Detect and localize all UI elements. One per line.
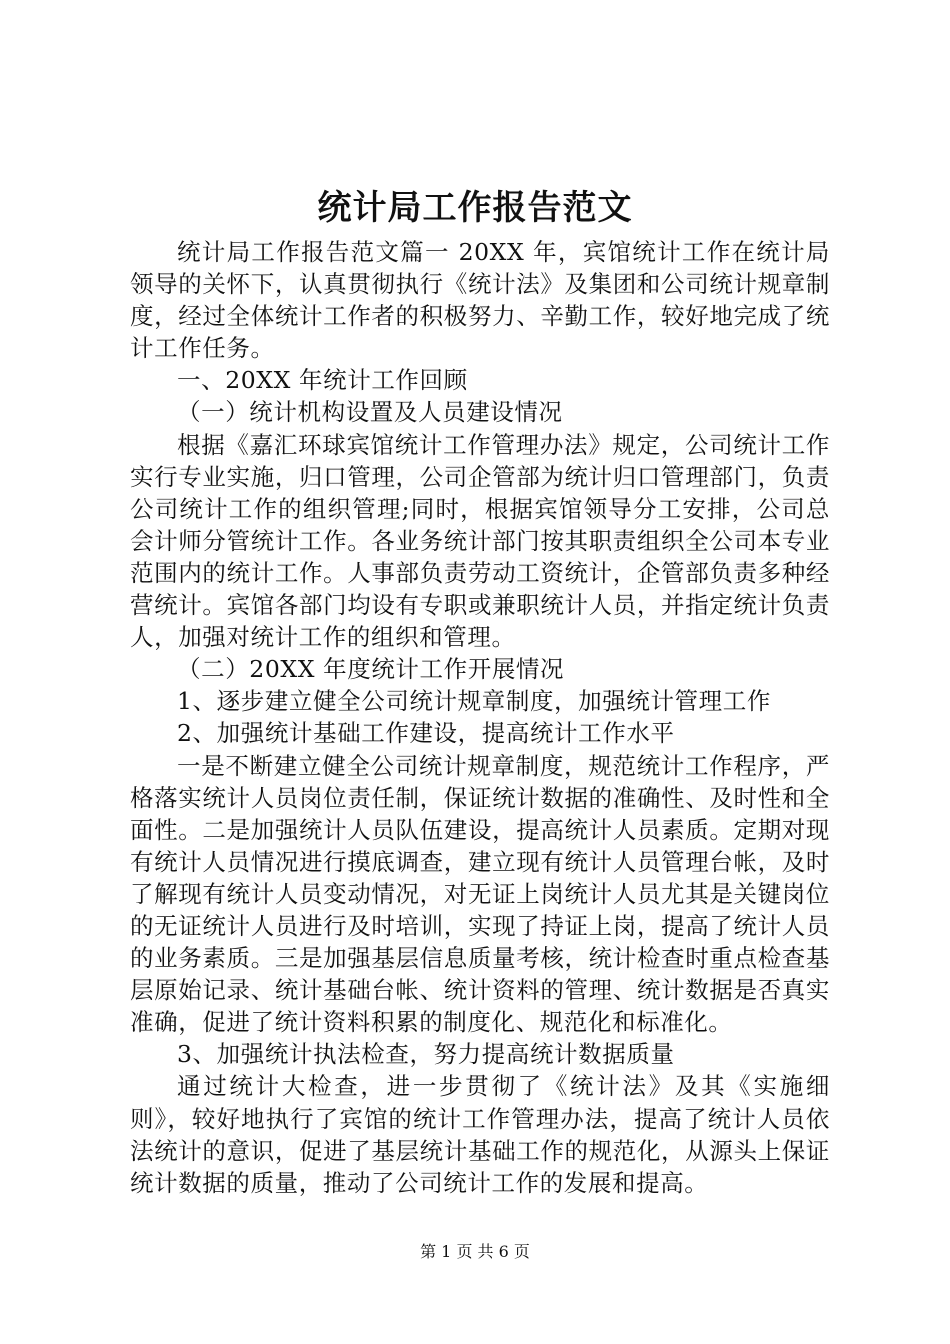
organization-paragraph: 根据《嘉汇环球宾馆统计工作管理办法》规定，公司统计工作实行专业实施，归口管理，公司企管部为统计归口管理部门，负责公司统计工作的组织管理;同时，根据宾馆领导分工安排，公司总会计师分管统计工作。各业务统计部门按其职责组织全公司本专业范围内的统计工作。人事部负责劳动工资统计，企管部负责多种经营统计。宾馆各部门均设有专职或兼职统计人员，并指定统计负责人，加强对统计工作的组织和管理。 (130, 430, 830, 652)
item-heading-3: 3、加强统计执法检查，努力提高统计数据质量 (177, 1040, 675, 1069)
page-number-footer: 第 1 页 共 6 页 (420, 1242, 530, 1261)
item-heading-1: 1、逐步建立健全公司统计规章制度，加强统计管理工作 (177, 687, 771, 716)
subsection-heading-organization: （一）统计机构设置及人员建设情况 (177, 398, 563, 427)
item-heading-2: 2、加强统计基础工作建设，提高统计工作水平 (177, 719, 675, 748)
intro-paragraph: 统计局工作报告范文篇一 20XX 年，宾馆统计工作在统计局领导的关怀下，认真贯彻执行《统计法》及集团和公司统计规章制度，经过全体统计工作者的积极努力、辛勤工作，较好地完成了统计工作任务。 (130, 238, 830, 363)
document-body (130, 236, 830, 1199)
foundation-paragraph: 一是不断建立健全公司统计规章制度，规范统计工作程序，严格落实统计人员岗位责任制，保证统计数据的准确性、及时性和全面性。二是加强统计人员队伍建设，提高统计人员素质。定期对现有统计人员情况进行摸底调查，建立现有统计人员管理台帐，及时了解现有统计人员变动情况，对无证上岗统计人员尤其是关键岗位的无证统计人员进行及时培训，实现了持证上岗，提高了统计人员的业务素质。三是加强基层信息质量考核，统计检查时重点检查基层原始记录、统计基础台帐、统计资料的管理、统计数据是否真实准确，促进了统计资料积累的制度化、规范化和标准化。 (130, 751, 830, 1037)
subsection-heading-progress: （二）20XX 年度统计工作开展情况 (177, 655, 565, 684)
document-title: 统计局工作报告范文 (317, 188, 633, 228)
section-heading-review: 一、20XX 年统计工作回顾 (177, 366, 468, 395)
inspection-paragraph: 通过统计大检查，进一步贯彻了《统计法》及其《实施细则》，较好地执行了宾馆的统计工作管理办法，提高了统计人员依法统计的意识，促进了基层统计基础工作的规范化，从源头上保证统计数据的质量，推动了公司统计工作的发展和提高。 (130, 1072, 830, 1197)
